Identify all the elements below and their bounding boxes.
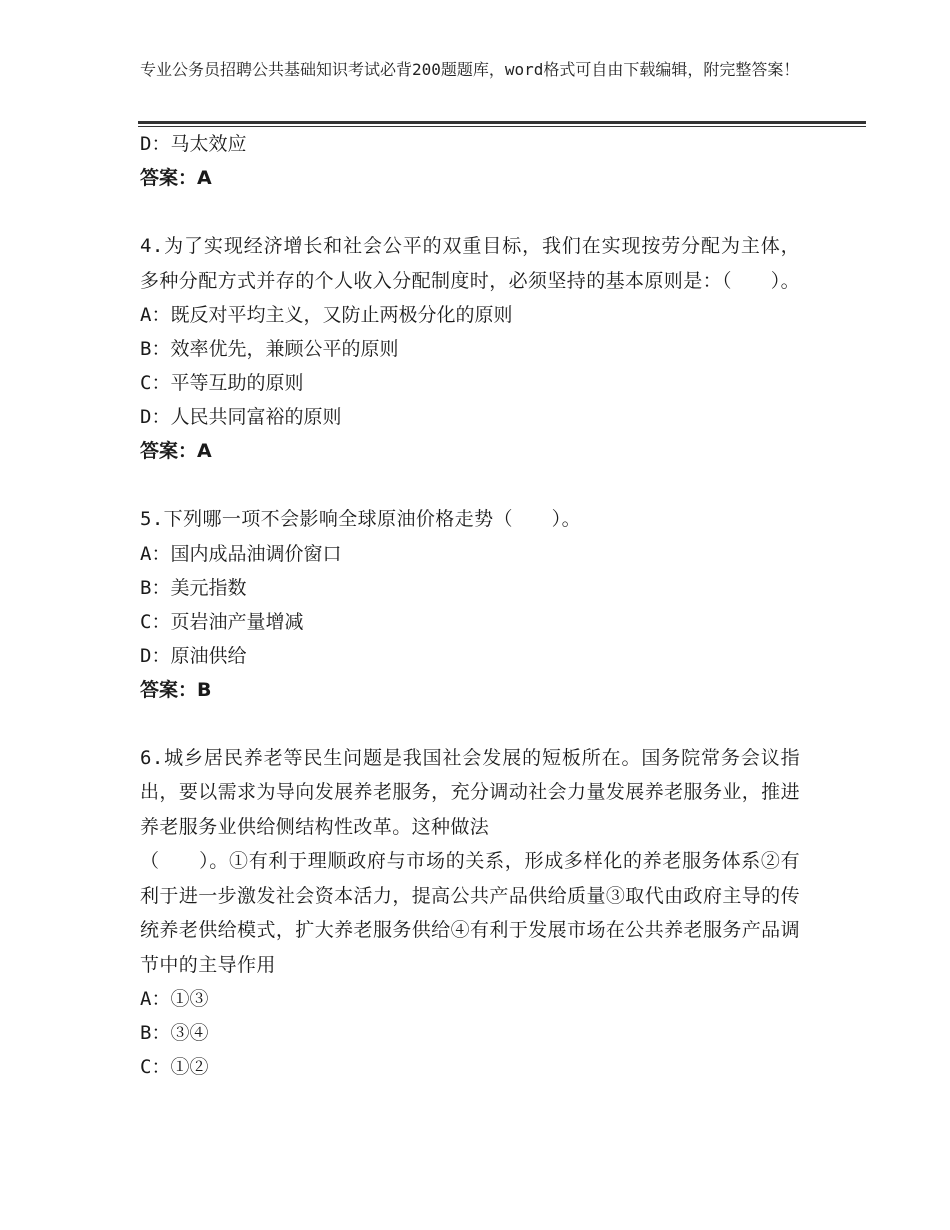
option-a: A：既反对平均主义，又防止两极分化的原则 — [140, 304, 513, 326]
question-stem: 5.下列哪一项不会影响全球原油价格走势（ ）。 — [140, 508, 581, 530]
spacer — [140, 468, 800, 502]
option-b: B：效率优先，兼顾公平的原则 — [140, 338, 399, 360]
answer-label: 答案：A — [140, 440, 212, 462]
document-body — [140, 127, 800, 1084]
option-a: A：国内成品油调价窗口 — [140, 542, 342, 565]
document-header: 专业公务员招聘公共基础知识考试必背200题题库，word格式可自由下载编辑，附完整答案！ — [140, 60, 800, 79]
option-d: D：原油供给 — [140, 644, 247, 667]
question-6 — [140, 741, 800, 1085]
question-3-tail — [140, 127, 800, 195]
answer-label: 答案：A — [140, 167, 212, 189]
option-d: D：人民共同富裕的原则 — [140, 406, 342, 428]
answer-label: 答案：B — [140, 678, 212, 701]
option-a: A：①③ — [140, 988, 209, 1010]
header-rule-thick — [138, 121, 866, 124]
option-c: C：页岩油产量增减 — [140, 610, 304, 633]
question-stem: 4.为了实现经济增长和社会公平的双重目标，我们在实现按劳分配为主体，多种分配方式并存的个人收入分配制度时，必须坚持的基本原则是：（ ）。 — [140, 235, 801, 292]
question-4 — [140, 229, 800, 468]
option-c: C：平等互助的原则 — [140, 372, 304, 394]
question-stem-continued: （ ）。①有利于理顺政府与市场的关系，形成多样化的养老服务体系②有利于进一步激发社会资本活力，提高公共产品供给质量③取代由政府主导的传统养老供给模式，扩大养老服务供给④有利于发展市场在公共养老服务产品调节中的主导作用 — [140, 850, 800, 976]
option-b: B：③④ — [140, 1022, 209, 1044]
question-5 — [140, 502, 800, 707]
spacer — [140, 195, 800, 229]
option-c: C：①② — [140, 1056, 209, 1078]
option-b: B：美元指数 — [140, 576, 247, 599]
question-stem: 6.城乡居民养老等民生问题是我国社会发展的短板所在。国务院常务会议指出，要以需求为导向发展养老服务，充分调动社会力量发展养老服务业，推进养老服务业供给侧结构性改革。这种做法 — [140, 746, 800, 838]
spacer — [140, 707, 800, 741]
option-d: D：马太效应 — [140, 133, 247, 155]
